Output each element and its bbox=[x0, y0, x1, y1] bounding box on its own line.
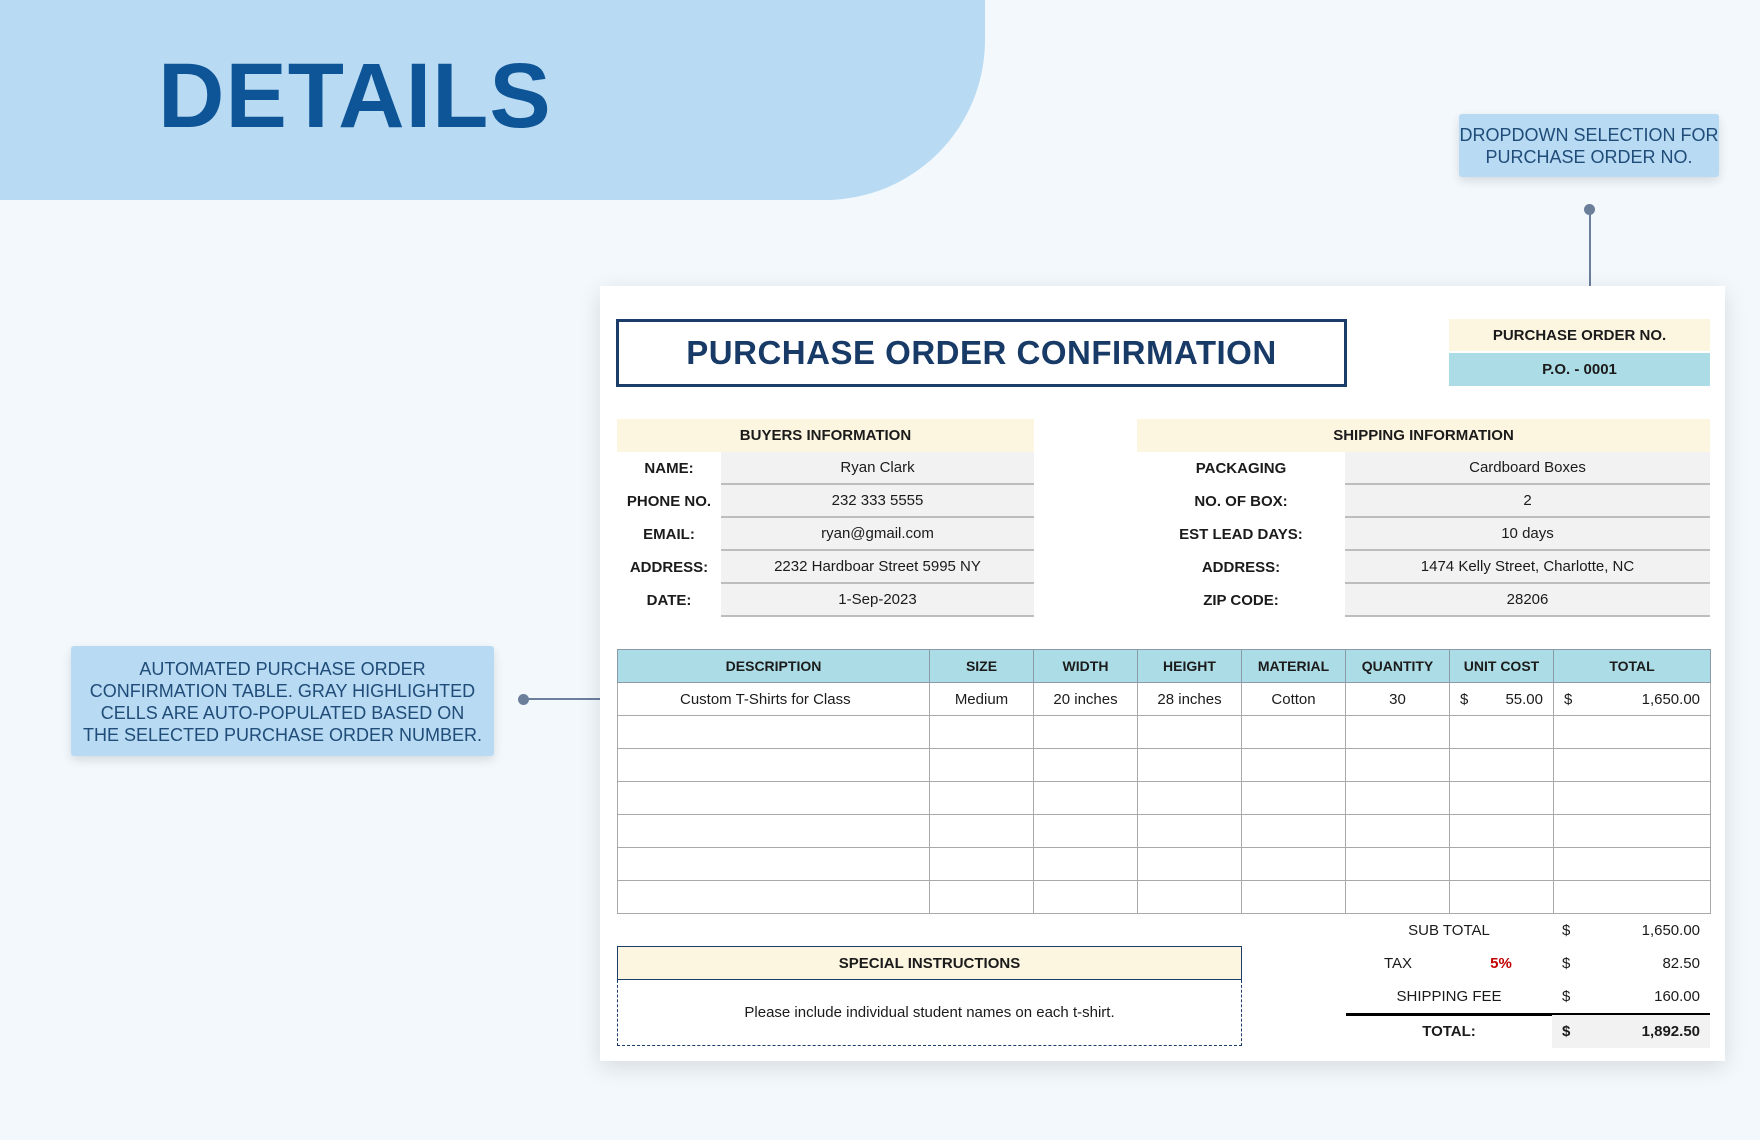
description-cell[interactable]: Custom T-Shirts for Class bbox=[618, 683, 930, 716]
field-label: EMAIL: bbox=[643, 526, 695, 543]
po-number-dropdown[interactable]: P.O. - 0001 bbox=[1449, 353, 1710, 386]
box-count-cell[interactable]: 2 bbox=[1345, 485, 1710, 518]
empty-cell[interactable] bbox=[1346, 881, 1450, 914]
zip-code-cell[interactable]: 28206 bbox=[1345, 584, 1710, 617]
empty-cell[interactable] bbox=[1034, 749, 1138, 782]
field-label: PACKAGING bbox=[1195, 460, 1287, 477]
buyer-email-cell[interactable]: ryan@gmail.com bbox=[721, 518, 1034, 551]
table-header-row bbox=[618, 650, 1711, 683]
grand-total-row bbox=[1346, 1013, 1710, 1046]
table-row bbox=[618, 683, 1711, 716]
field-label: ADDRESS: bbox=[629, 559, 709, 576]
empty-cell[interactable] bbox=[1450, 815, 1554, 848]
empty-cell[interactable] bbox=[1138, 782, 1242, 815]
currency-symbol: $ bbox=[1562, 988, 1571, 1005]
empty-cell[interactable] bbox=[1242, 749, 1346, 782]
total-cell[interactable] bbox=[1554, 683, 1711, 716]
empty-cell[interactable] bbox=[1554, 815, 1711, 848]
unit-cost-cell[interactable] bbox=[1450, 683, 1554, 716]
lead-days-cell[interactable]: 10 days bbox=[1345, 518, 1710, 551]
buyer-address-row bbox=[617, 551, 1034, 584]
totals-summary bbox=[1346, 914, 1710, 1046]
buyer-phone-cell[interactable]: 232 333 5555 bbox=[721, 485, 1034, 518]
empty-cell[interactable] bbox=[1138, 815, 1242, 848]
lead-days-row bbox=[1137, 518, 1710, 551]
tax-row bbox=[1346, 947, 1710, 980]
shipping-address-row bbox=[1137, 551, 1710, 584]
table-row bbox=[618, 815, 1711, 848]
buyer-name-row bbox=[617, 452, 1034, 485]
subtotal-row bbox=[1346, 914, 1710, 947]
size-cell[interactable]: Medium bbox=[930, 683, 1034, 716]
empty-cell[interactable] bbox=[1450, 749, 1554, 782]
purchase-order-sheet bbox=[600, 286, 1725, 1061]
field-label: PHONE NO. bbox=[626, 493, 712, 510]
empty-cell[interactable] bbox=[1242, 881, 1346, 914]
width-cell[interactable]: 20 inches bbox=[1034, 683, 1138, 716]
column-header: SIZE bbox=[930, 650, 1034, 683]
empty-cell[interactable] bbox=[930, 716, 1034, 749]
empty-cell[interactable] bbox=[930, 848, 1034, 881]
empty-cell[interactable] bbox=[618, 749, 930, 782]
column-header: HEIGHT bbox=[1138, 650, 1242, 683]
empty-cell[interactable] bbox=[1554, 749, 1711, 782]
empty-cell[interactable] bbox=[618, 815, 930, 848]
zip-code-row bbox=[1137, 584, 1710, 617]
box-count-row bbox=[1137, 485, 1710, 518]
special-instructions-header: SPECIAL INSTRUCTIONS bbox=[617, 946, 1242, 980]
column-header: WIDTH bbox=[1034, 650, 1138, 683]
currency-symbol: $ bbox=[1562, 922, 1571, 939]
form-title: PURCHASE ORDER CONFIRMATION bbox=[616, 319, 1347, 387]
currency-symbol: $ bbox=[1562, 955, 1571, 972]
empty-cell[interactable] bbox=[1450, 848, 1554, 881]
shipping-fee-amount[interactable] bbox=[1552, 980, 1710, 1013]
table-row bbox=[618, 716, 1711, 749]
empty-cell[interactable] bbox=[1138, 749, 1242, 782]
field-label: ZIP CODE: bbox=[1203, 592, 1279, 609]
column-header: DESCRIPTION bbox=[618, 650, 930, 683]
buyers-information bbox=[617, 419, 1034, 617]
table-row bbox=[618, 749, 1711, 782]
total-value: 1,650.00 bbox=[1641, 690, 1700, 708]
special-instructions bbox=[617, 946, 1242, 1046]
grand-total-amount bbox=[1552, 1015, 1710, 1048]
empty-cell[interactable] bbox=[1242, 782, 1346, 815]
tax-amount bbox=[1552, 947, 1710, 980]
field-label: EST LEAD DAYS: bbox=[1179, 526, 1303, 543]
currency-symbol: $ bbox=[1562, 1022, 1571, 1040]
empty-cell[interactable] bbox=[1346, 848, 1450, 881]
empty-cell[interactable] bbox=[1242, 848, 1346, 881]
empty-cell[interactable] bbox=[930, 749, 1034, 782]
empty-cell[interactable] bbox=[618, 716, 930, 749]
empty-cell[interactable] bbox=[1450, 782, 1554, 815]
shipping-fee-label: SHIPPING FEE bbox=[1396, 988, 1502, 1005]
unit-cost-value: 55.00 bbox=[1505, 690, 1543, 708]
column-header: MATERIAL bbox=[1242, 650, 1346, 683]
column-header: TOTAL bbox=[1554, 650, 1711, 683]
packaging-row bbox=[1137, 452, 1710, 485]
empty-cell[interactable] bbox=[930, 881, 1034, 914]
tax-label: TAX bbox=[1383, 955, 1413, 972]
empty-cell[interactable] bbox=[1554, 716, 1711, 749]
subtotal-value: 1,650.00 bbox=[1641, 922, 1700, 939]
packaging-cell[interactable]: Cardboard Boxes bbox=[1345, 452, 1710, 485]
empty-cell[interactable] bbox=[618, 881, 930, 914]
empty-cell[interactable] bbox=[1034, 782, 1138, 815]
subtotal-amount bbox=[1552, 914, 1710, 947]
currency-symbol: $ bbox=[1564, 690, 1573, 708]
empty-cell[interactable] bbox=[1242, 716, 1346, 749]
empty-cell[interactable] bbox=[1242, 815, 1346, 848]
column-header: UNIT COST bbox=[1450, 650, 1554, 683]
callout-table-note: AUTOMATED PURCHASE ORDER CONFIRMATION TABLE. GRAY HIGHLIGHTED CELLS ARE AUTO-POPULATED BASED ON THE SELECTED PURCHASE ORDER NUMBER. bbox=[71, 646, 494, 756]
empty-cell[interactable] bbox=[1554, 881, 1711, 914]
subtotal-label: SUB TOTAL bbox=[1408, 922, 1490, 939]
empty-cell[interactable] bbox=[1346, 815, 1450, 848]
field-label: NAME: bbox=[644, 460, 694, 477]
special-instructions-field[interactable]: Please include individual student names on each t-shirt. bbox=[617, 980, 1242, 1046]
empty-cell[interactable] bbox=[1034, 881, 1138, 914]
order-items-table bbox=[617, 649, 1711, 914]
material-cell[interactable]: Cotton bbox=[1242, 683, 1346, 716]
currency-symbol: $ bbox=[1460, 690, 1469, 708]
empty-cell[interactable] bbox=[1554, 848, 1711, 881]
table-row bbox=[618, 881, 1711, 914]
empty-cell[interactable] bbox=[1034, 848, 1138, 881]
po-number-label: PURCHASE ORDER NO. bbox=[1449, 319, 1710, 351]
grand-total-label: TOTAL: bbox=[1422, 1022, 1476, 1040]
empty-cell[interactable] bbox=[930, 782, 1034, 815]
empty-cell[interactable] bbox=[1554, 782, 1711, 815]
column-header: QUANTITY bbox=[1346, 650, 1450, 683]
shipping-header: SHIPPING INFORMATION bbox=[1137, 419, 1710, 452]
empty-cell[interactable] bbox=[1034, 716, 1138, 749]
shipping-fee-row bbox=[1346, 980, 1710, 1013]
empty-cell[interactable] bbox=[618, 848, 930, 881]
buyer-date-cell[interactable]: 1-Sep-2023 bbox=[721, 584, 1034, 617]
page-heading: DETAILS bbox=[158, 45, 552, 147]
field-label: NO. OF BOX: bbox=[1194, 493, 1288, 510]
buyer-name-cell[interactable]: Ryan Clark bbox=[721, 452, 1034, 485]
field-label: ADDRESS: bbox=[1201, 559, 1281, 576]
tax-value: 82.50 bbox=[1662, 955, 1700, 972]
empty-cell[interactable] bbox=[1450, 716, 1554, 749]
empty-cell[interactable] bbox=[1346, 749, 1450, 782]
buyer-phone-row bbox=[617, 485, 1034, 518]
empty-cell[interactable] bbox=[1346, 716, 1450, 749]
field-label: DATE: bbox=[646, 592, 692, 609]
empty-cell[interactable] bbox=[1034, 815, 1138, 848]
grand-total-value: 1,892.50 bbox=[1641, 1022, 1700, 1040]
shipping-information bbox=[1137, 419, 1710, 617]
table-row bbox=[618, 848, 1711, 881]
buyer-email-row bbox=[617, 518, 1034, 551]
shipping-fee-value: 160.00 bbox=[1654, 988, 1700, 1005]
empty-cell[interactable] bbox=[1450, 881, 1554, 914]
buyers-header: BUYERS INFORMATION bbox=[617, 419, 1034, 452]
quantity-cell[interactable]: 30 bbox=[1346, 683, 1450, 716]
callout-dropdown-note: DROPDOWN SELECTION FOR PURCHASE ORDER NO. bbox=[1459, 114, 1719, 177]
buyer-address-cell[interactable]: 2232 Hardboar Street 5995 NY bbox=[721, 551, 1034, 584]
shipping-address-cell[interactable]: 1474 Kelly Street, Charlotte, NC bbox=[1345, 551, 1710, 584]
empty-cell[interactable] bbox=[1138, 848, 1242, 881]
height-cell[interactable]: 28 inches bbox=[1138, 683, 1242, 716]
tax-rate[interactable]: 5% bbox=[1490, 955, 1512, 972]
empty-cell[interactable] bbox=[618, 782, 930, 815]
empty-cell[interactable] bbox=[1138, 716, 1242, 749]
buyer-date-row bbox=[617, 584, 1034, 617]
empty-cell[interactable] bbox=[1346, 782, 1450, 815]
empty-cell[interactable] bbox=[1138, 881, 1242, 914]
empty-cell[interactable] bbox=[930, 815, 1034, 848]
table-row bbox=[618, 782, 1711, 815]
